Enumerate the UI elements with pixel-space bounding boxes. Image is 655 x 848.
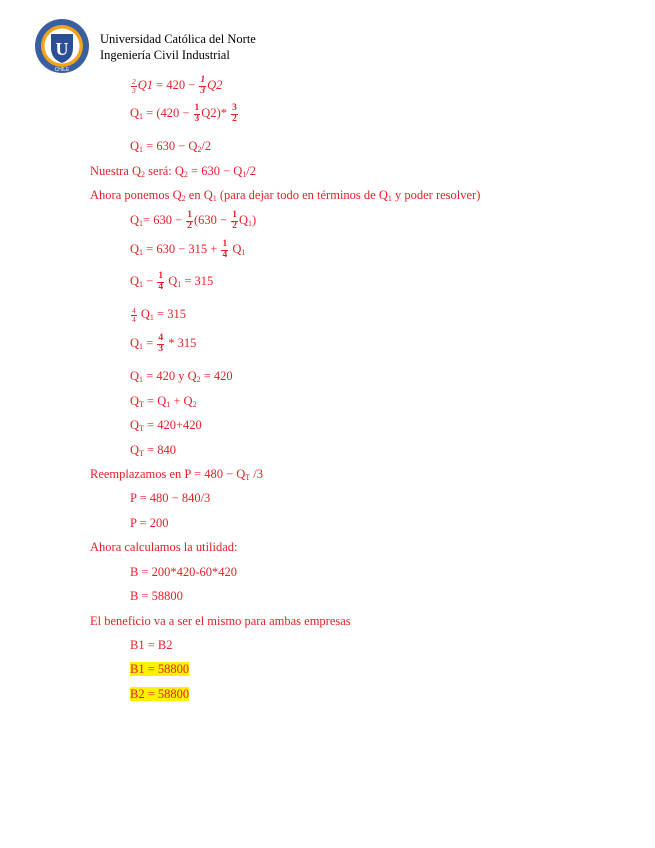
university-logo — [34, 18, 90, 74]
highlighted-result — [130, 662, 189, 676]
text-line: Reemplazamos en $P = 480 - Q_T$ /3 — [90, 467, 264, 482]
result-b1: B1 = 58800 — [130, 662, 190, 676]
faculty-name: Ingeniería Civil Industrial — [100, 48, 230, 62]
equation-line: $Q_1 = 630 - 315$ + $\frac{1}{4}$ $Q_1$ — [130, 239, 246, 260]
text-line: Nuestra $Q_2$ será: $Q_2 = 630 - Q_1/2$ — [90, 164, 257, 179]
equation-line: $Q_T = Q_1 + Q_2$ — [130, 394, 197, 409]
equation-line: $Q_1$ = $\frac{4}{3}$ * 315 — [130, 333, 197, 354]
equation-line: P = 200 — [130, 516, 169, 530]
result-b2: B2 = 58800 — [130, 687, 190, 701]
equation-line: B = 58800 — [130, 589, 183, 603]
logo-word: CHILE — [54, 67, 70, 73]
document-header — [100, 31, 256, 63]
equation-line: B1 = B2 — [130, 638, 173, 652]
equation-line: $Q_1$ − $\frac{1}{4}$ $Q_1 = 315$ — [130, 271, 214, 292]
university-name: Universidad Católica del Norte — [100, 32, 256, 46]
text-line: El beneficio va a ser el mismo para ambas empresas — [90, 614, 351, 628]
equation-line: $Q_1 = 630 - Q_2/2$ — [130, 139, 212, 154]
equation-line: $Q_1 = 420$ y $Q_2 = 420$ — [130, 369, 233, 384]
equation-line: $Q_T = 840$ — [130, 443, 176, 458]
equation-line: $\frac{2}{3}$ Q1 = 420 − $\frac{1}{3}$ Q2 — [132, 75, 223, 96]
logo-letter: U — [55, 39, 69, 59]
text-line: Ahora ponemos $Q_2$ en $Q_1$ (para dejar todo en términos de $Q_1$ y poder resolver) — [90, 188, 481, 203]
equation-line: $Q_1= 630$ − $\frac{1}{2}$ (630 − $\frac{1}{2}$ $Q_1$) — [130, 210, 257, 231]
equation-line: P = 480 − 840/3 — [130, 491, 211, 505]
highlighted-result — [130, 687, 189, 701]
equation-line: $Q_T = 420+420$ — [130, 418, 202, 433]
equation-line: B = 200*420-60*420 — [130, 565, 238, 579]
equation-line: $\frac{4}{4}$ $Q_1 = 315$ — [132, 306, 186, 324]
equation-line: $Q_1 = (420$ − $\frac{1}{3}$ Q2)* $\frac{3}{2}$ — [130, 103, 237, 124]
text-line: Ahora calculamos la utilidad: — [90, 540, 238, 554]
